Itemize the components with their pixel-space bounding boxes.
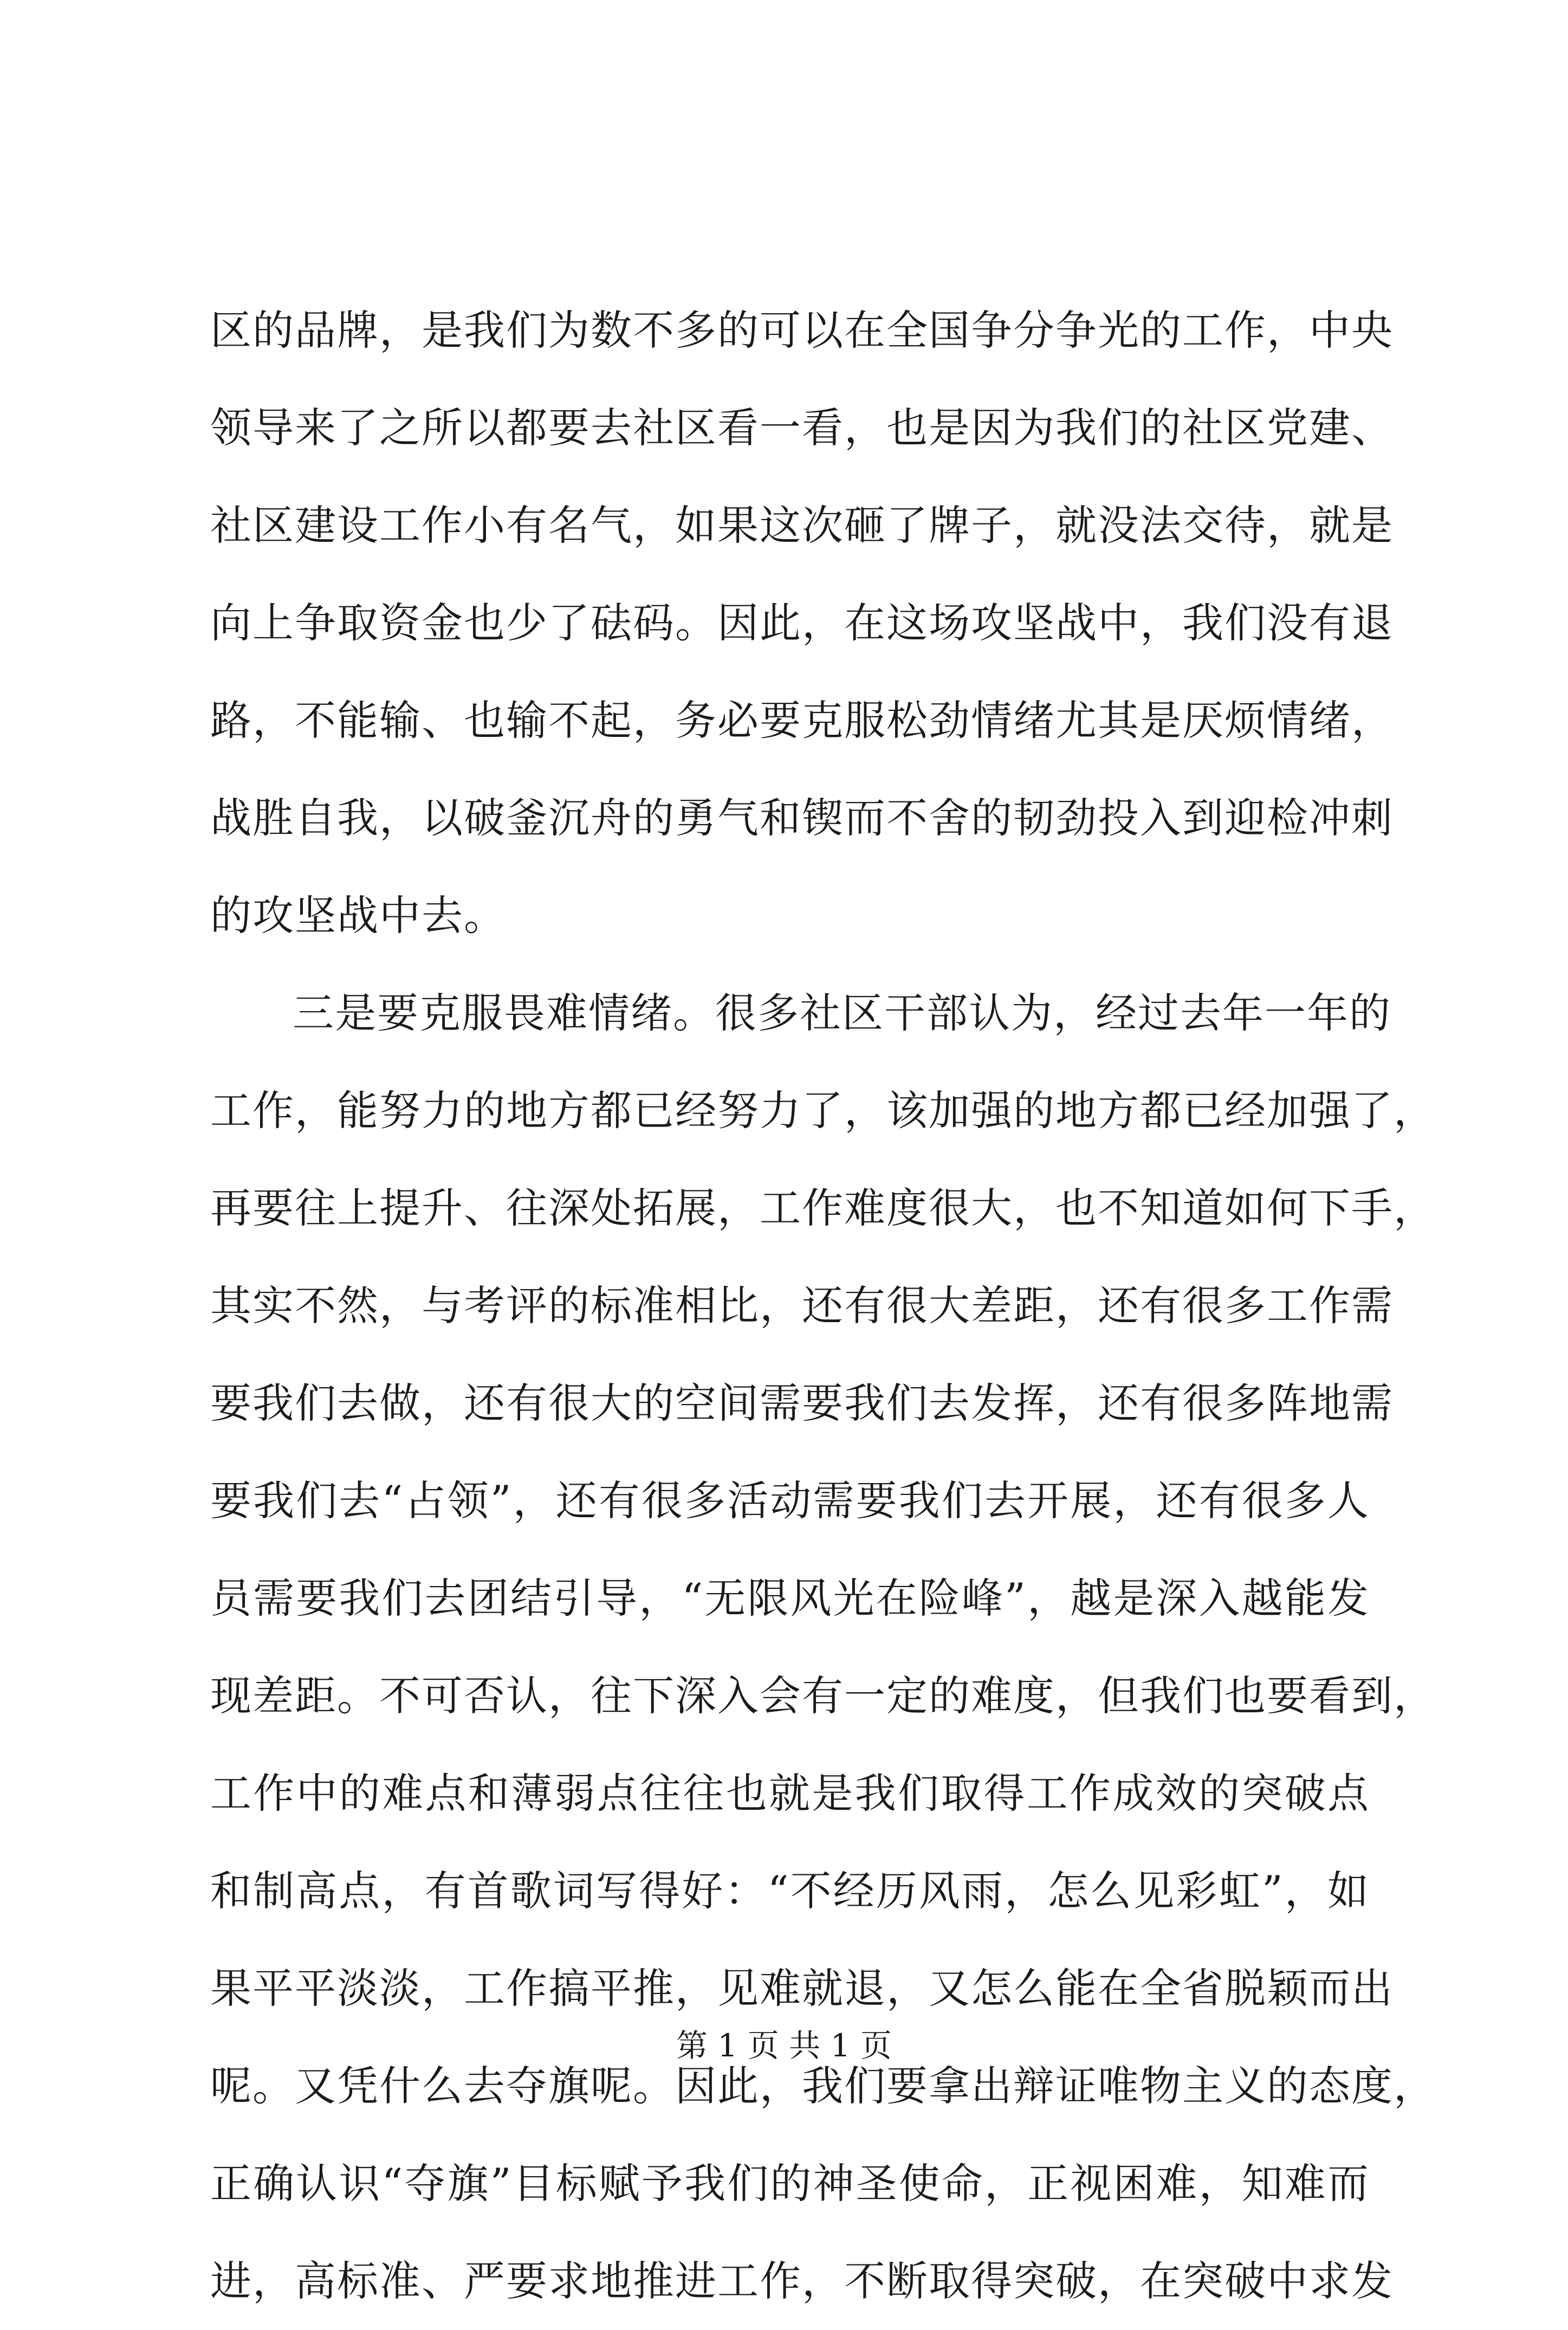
- text-line: 社区建设工作小有名气，如果这次砸了牌子，就没法交待，就是: [210, 501, 1394, 549]
- text-line: 进，高标准、严要求地推进工作，不断取得突破，在突破中求发: [210, 2257, 1394, 2305]
- text-line: 再要往上提升、往深处拓展，工作难度很大，也不知道如何下手，: [210, 1184, 1436, 1232]
- text-line: 区的品牌，是我们为数不多的可以在全国争分争光的工作，中央: [210, 306, 1394, 354]
- page-footer: 第 1 页 共 1 页: [676, 2027, 892, 2064]
- text-line: 领导来了之所以都要去社区看一看，也是因为我们的社区党建、: [210, 404, 1394, 452]
- body-text: [210, 282, 1436, 2330]
- text-line: 工作，能努力的地方都已经努力了，该加强的地方都已经加强了，: [210, 1086, 1436, 1135]
- paragraph-first-line: 三是要克服畏难情绪。很多社区干部认为，经过去年一年的: [293, 989, 1391, 1037]
- text-line: 果平平淡淡，工作搞平推，见难就退，又怎么能在全省脱颖而出: [210, 1964, 1394, 2012]
- text-line: 战胜自我，以破釜沉舟的勇气和锲而不舍的韧劲投入到迎检冲刺: [210, 794, 1394, 842]
- text-line: 现差距。不可否认，往下深入会有一定的难度，但我们也要看到，: [210, 1672, 1436, 1720]
- text-line: 的攻坚战中去。: [210, 891, 506, 940]
- text-line: 和制高点，有首歌词写得好：“不经历风雨，怎么见彩虹”，如: [210, 1867, 1370, 1915]
- text-line: 工作中的难点和薄弱点往往也就是我们取得工作成效的突破点: [210, 1769, 1370, 1817]
- text-line: 呢。又凭什么去夺旗呢。因此，我们要拿出辩证唯物主义的态度，: [210, 2062, 1436, 2110]
- text-line: 要我们去做，还有很大的空间需要我们去发挥，还有很多阵地需: [210, 1379, 1394, 1427]
- text-line: 正确认识“夺旗”目标赋予我们的神圣使命，正视困难，知难而: [210, 2159, 1370, 2208]
- text-line: 路，不能输、也输不起，务必要克服松劲情绪尤其是厌烦情绪，: [210, 696, 1394, 745]
- text-line: 其实不然，与考评的标准相比，还有很大差距，还有很多工作需: [210, 1282, 1394, 1330]
- text-line: 向上争取资金也少了砝码。因此，在这场攻坚战中，我们没有退: [210, 599, 1394, 647]
- text-line: 员需要我们去团结引导，“无限风光在险峰”，越是深入越能发: [210, 1574, 1370, 1622]
- text-line: 要我们去“占领”，还有很多活动需要我们去开展，还有很多人: [210, 1477, 1370, 1525]
